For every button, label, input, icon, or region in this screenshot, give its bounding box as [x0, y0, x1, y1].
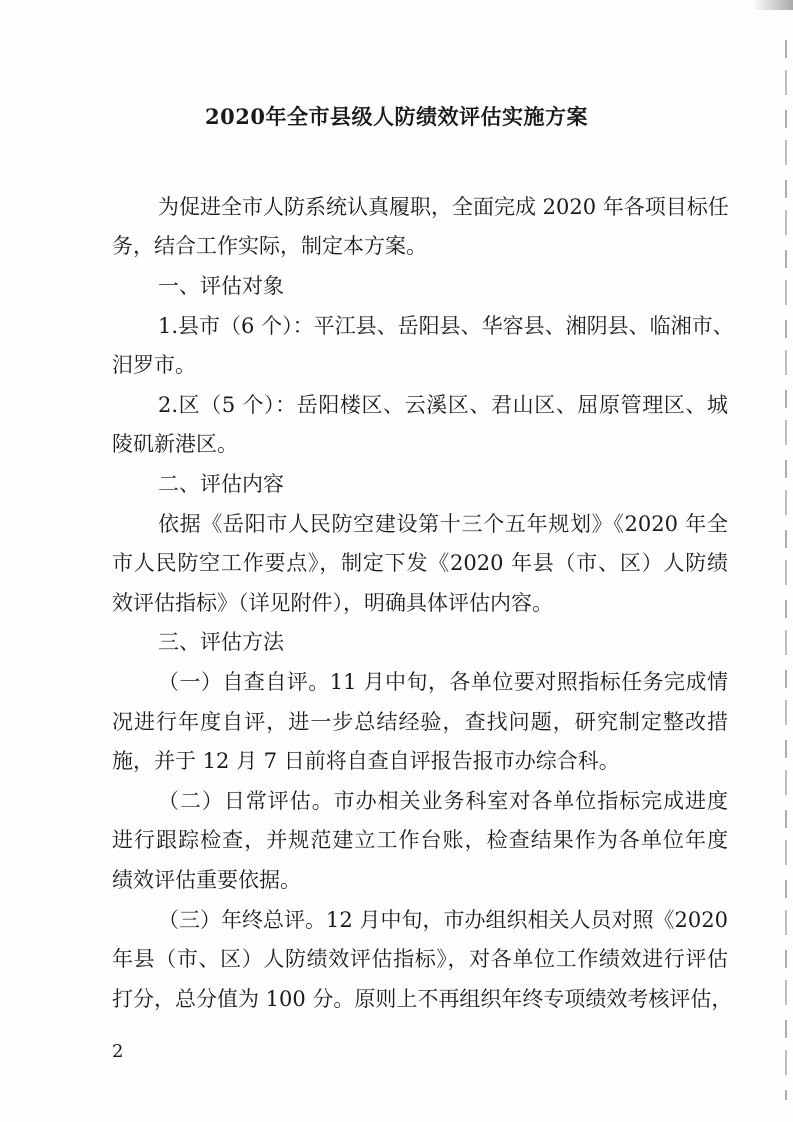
- paragraph-line: 汨罗市。: [112, 353, 196, 377]
- section-heading: 三、评估方法: [158, 630, 284, 654]
- page-number: 2: [112, 1041, 124, 1062]
- paragraph-line: 打分，总分值为 100 分。原则上不再组织年终专项绩效考核评估，: [112, 987, 733, 1011]
- scan-edge-artifact: [785, 40, 787, 1100]
- paragraph-line: 务，结合工作实际，制定本方案。: [112, 234, 427, 258]
- paragraph-line: 效评估指标》（详见附件），明确具体评估内容。: [112, 591, 553, 615]
- paragraph-line: （一）自查自评。11 月中旬，各单位要对照指标任务完成情: [158, 670, 728, 694]
- paragraph-line: （二）日常评估。市办相关业务科室对各单位指标完成进度: [158, 789, 728, 813]
- paragraph-line: 年县（市、区）人防绩效评估指标》，对各单位工作绩效进行评估: [112, 947, 728, 971]
- paragraph-line: （三）年终总评。12 月中旬，市办组织相关人员对照《2020: [158, 908, 728, 932]
- paragraph-line: 陵矶新港区。: [112, 432, 238, 456]
- paragraph-line: 为促进全市人防系统认真履职，全面完成 2020 年各项目标任: [158, 195, 729, 219]
- paragraph-line: 2.区（5 个）：岳阳楼区、云溪区、君山区、屈原管理区、城: [158, 393, 728, 417]
- section-heading: 一、评估对象: [158, 274, 284, 298]
- paragraph-line: 1.县市（6 个）：平江县、岳阳县、华容县、湘阴县、临湘市、: [158, 314, 734, 338]
- scan-edge-artifact: [753, 0, 793, 10]
- paragraph-line: 施，并于 12 月 7 日前将自查自评报告报市办综合科。: [112, 749, 620, 773]
- section-heading: 二、评估内容: [158, 472, 284, 496]
- paragraph-line: 绩效评估重要依据。: [112, 868, 301, 892]
- paragraph-line: 依据《岳阳市人民防空建设第十三个五年规划》《2020 年全: [158, 512, 728, 536]
- document-title: 2020年全市县级人防绩效评估实施方案: [205, 104, 588, 129]
- paragraph-line: 况进行年度自评，进一步总结经验，查找问题，研究制定整改措: [112, 710, 728, 734]
- paragraph-line: 市人民防空工作要点》，制定下发《2020 年县（市、区）人防绩: [112, 551, 728, 575]
- paragraph-line: 进行跟踪检查，并规范建立工作台账，检查结果作为各单位年度: [112, 828, 728, 852]
